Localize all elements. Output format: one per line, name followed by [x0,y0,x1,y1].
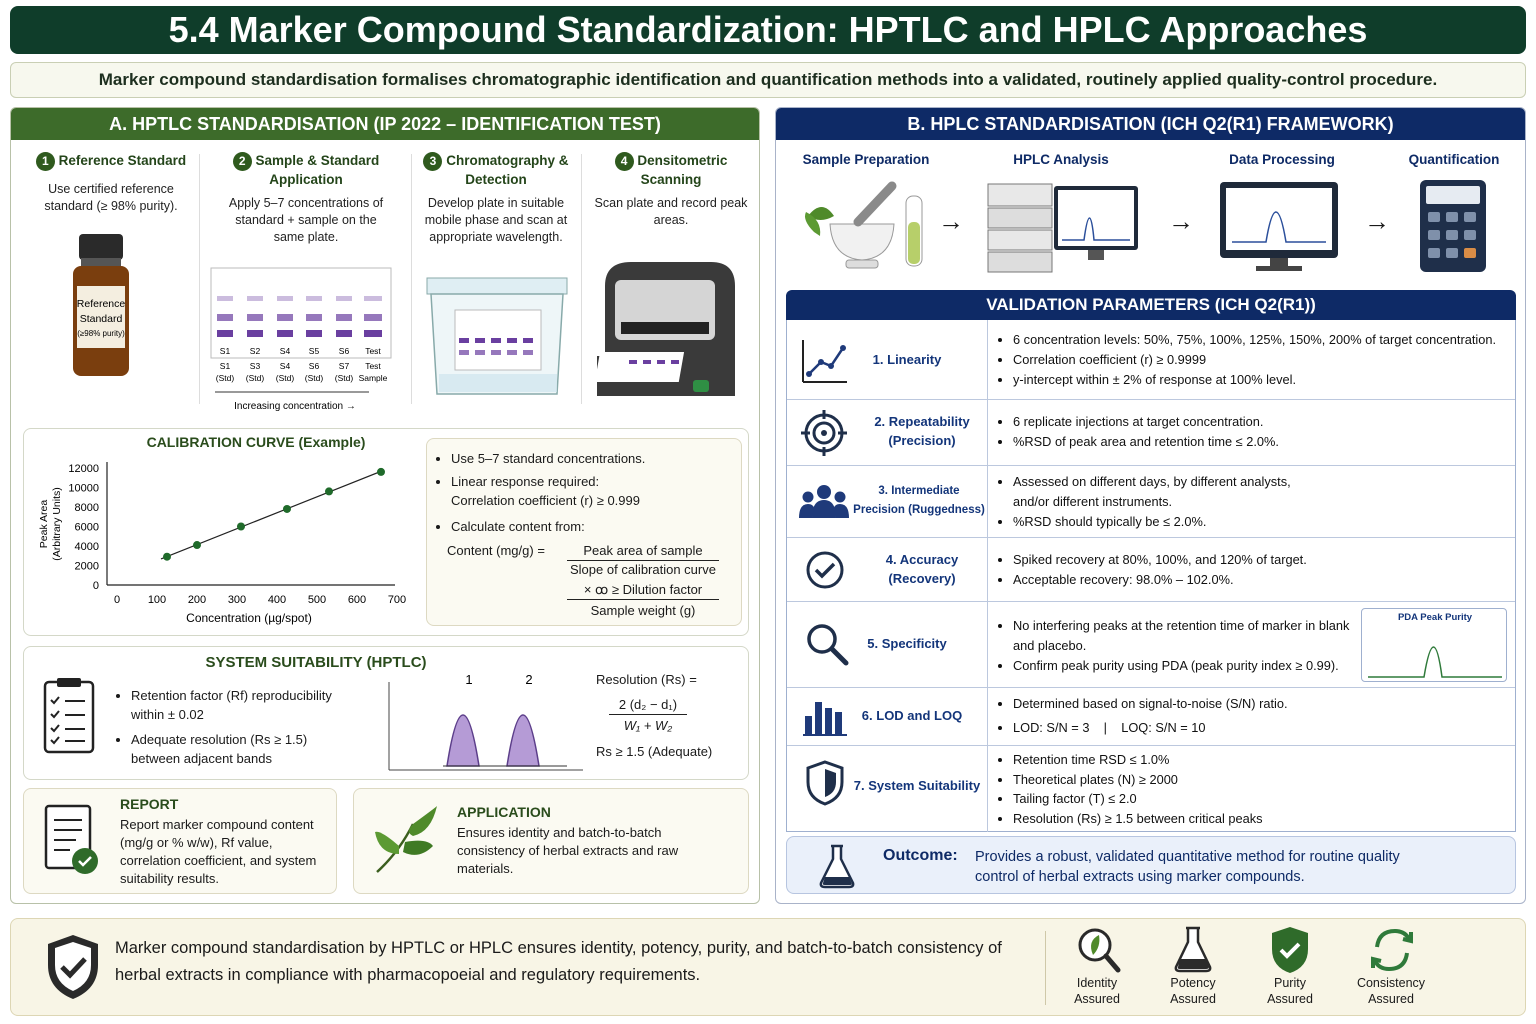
y-tick-label: 4000 [74,541,99,553]
plate-caption: Increasing concentration → [234,401,356,412]
resolution-numerator: 2 (d₂ − d₁) [609,695,687,715]
plate-lane-type: (Std) [304,373,324,383]
peak-label: 2 [525,672,533,687]
formula-lhs: Content (mg/g) = [447,543,545,558]
system-suitability-title: SYSTEM SUITABILITY (HPTLC) [205,654,427,671]
developing-tank-icon [423,270,573,402]
shield-check-icon [45,933,101,1001]
x-tick-label: 100 [147,594,167,606]
calibration-note: • Calculate content from: [451,517,737,536]
arrow-right-icon: → [1364,206,1390,236]
plate-lane-sample: S3 [249,361,261,371]
plate-lane-label: S4 [279,346,291,356]
badge-line: Identity [1076,976,1118,990]
y-tick-label: 8000 [74,502,99,514]
target-icon [801,410,847,456]
validation-row-specificity [787,602,1515,688]
validation-table [786,320,1516,832]
arrow-right-icon: → [938,206,964,236]
panel-hplc-header: B. HPLC STANDARDISATION (ICH Q2(R1) FRAMEWORK) [776,108,1525,140]
step-title: Chromatography & Detection [446,153,569,187]
plate-lane-label: S2 [249,346,261,356]
formula-denominator: Slope of calibration curve [570,562,716,577]
badge-line: Consistency [1356,976,1426,990]
report-document-check-icon [43,803,101,877]
suitability-bullet: • Adequate resolution (Rs ≥ 1.5) between adjacent bands [131,730,355,768]
validation-bullet: • y-intercept within ± 2% of response at 100% level. [1013,370,1509,390]
y-tick-label: 0 [92,580,99,592]
identity-magnifier-icon [1071,925,1123,975]
formula-denominator: × ꝏ ≥ Dilution factor [567,580,719,600]
mortar-pestle-icon [800,176,930,272]
calibration-note: Correlation coefficient (r) ≥ 0.999 [451,493,640,508]
validation-bullet: • Acceptable recovery: 98.0% – 102.0%. [1013,570,1509,590]
report-desc: Report marker compound content (mg/g or % w/w), Rf value, correlation coefficient, and system suitability results. [120,817,317,886]
calculator-icon [1418,178,1490,274]
validation-bullet: • Resolution (Rs) ≥ 1.5 between critical peaks [1013,809,1509,829]
calibration-point [377,468,385,476]
plate-lane-sample: S7 [338,361,350,371]
validation-row-accuracy [787,538,1515,602]
calibration-chart [29,452,419,632]
badge-potency [1151,975,1235,1007]
flask-icon [817,843,857,889]
plate-lane-type: (Std) [215,373,235,383]
validation-label: 5. Specificity [867,636,947,651]
vial-label-line: Reference [76,298,126,310]
resolution-denominator: W₁ + W₂ [623,718,673,733]
report-title: REPORT [120,796,179,812]
calibration-notes [426,438,742,626]
footer-summary [10,918,1526,1016]
shield-icon [805,760,845,806]
application-desc: Ensures identity and batch-to-batch consistency of herbal extracts and raw materials. [457,825,679,876]
page-title: 5.4 Marker Compound Standardization: HPTLC and HPLC Approaches [10,6,1526,54]
step-number: 4 [615,152,634,171]
x-tick-label: 700 [387,594,407,606]
calibration-note: • Use 5–7 standard concentrations. [451,449,737,468]
validation-bullet: • Correlation coefficient (r) ≥ 0.9999 [1013,350,1509,370]
step-desc: Develop plate in suitable mobile phase and scan at appropriate wavelength. [424,196,568,244]
validation-label: 7. System Suitability [853,778,981,793]
plate-lane-type: (Std) [275,373,295,383]
page-subtitle: Marker compound standardisation formalises chromatographic identification and quantification methods into a validated, routinely applied quality-control procedure. [10,62,1526,98]
arrow-right-icon: → [1168,206,1194,236]
badge-line: Assured [1170,992,1216,1006]
herb-leaves-icon [369,802,441,876]
panel-hptlc [10,107,760,904]
plate-lane-label: S5 [308,346,320,356]
plate-lane-type: Sample [358,373,388,383]
hplc-instrument-icon [984,178,1144,274]
clipboard-checklist-icon [41,676,97,756]
plate-lane-label: S1 [219,346,231,356]
validation-label: 3. Intermediate Precision (Ruggedness) [853,485,985,516]
calibration-xlabel: Concentration (µg/spot) [186,611,312,625]
y-tick-label: 12000 [68,463,99,475]
formula-denominator: Sample weight (g) [590,603,696,618]
step-title: Reference Standard [58,153,187,169]
check-circle-icon [805,550,845,590]
validation-bullet: • Theoretical plates (N) ≥ 2000 [1013,770,1509,790]
validation-row-system-suitability [787,746,1515,832]
consistency-cycle-icon [1369,925,1415,975]
validation-bullet: • Assessed on different days, by different analysts, and/or different instruments. [1013,472,1297,512]
outcome-box [786,836,1516,894]
validation-row-lod-loq [787,688,1515,746]
validation-bullet: • 6 replicate injections at target concentration. [1013,412,1509,432]
outcome-text: Provides a robust, validated quantitative method for routine quality control of herbal extracts using marker compounds. [975,849,1400,885]
calibration-ylabel: (Arbitrary Units) [51,487,63,561]
pda-peak-chart [1366,625,1504,681]
validation-bullet: • %RSD should typically be ≤ 2.0%. [1013,512,1297,532]
badge-identity [1055,975,1139,1007]
validation-label: 4. Accuracy (Recovery) [885,552,959,586]
purity-shield-icon [1269,925,1311,975]
badge-line: Assured [1368,992,1414,1006]
outcome-label: Outcome: [883,847,958,864]
peak-label: 1 [465,672,473,687]
plate-lane-type: (Std) [245,373,265,383]
validation-bullet: • No interfering peaks at the retention time of marker in blank and placebo. [1013,616,1357,656]
x-tick-label: 300 [227,594,247,606]
y-tick-label: 10000 [68,482,99,495]
x-tick-label: 500 [307,594,327,606]
validation-label: 6. LOD and LOQ [861,708,963,723]
panel-hplc [775,107,1526,904]
badge-purity [1248,975,1332,1007]
step-4 [591,152,751,229]
y-tick-label: 2000 [74,560,99,573]
tlc-plate-diagram [209,266,404,416]
step-number: 3 [423,152,442,171]
x-tick-label: 400 [267,594,287,606]
data-monitor-icon [1216,178,1342,274]
step-title: Sample & Standard Application [255,153,380,187]
validation-bullet: • 6 concentration levels: 50%, 75%, 100%, 125%, 150%, 200% of target concentration. [1013,330,1509,350]
pda-peak-purity-label: PDA Peak Purity [1397,612,1473,623]
vial-label-line: Standard [79,313,123,325]
people-group-icon [799,484,849,520]
calibration-point [193,541,201,549]
workflow-step-label: HPLC Analysis [1013,152,1109,167]
plate-lane-label: Test [365,346,381,356]
calibration-point [325,487,333,495]
validation-bullet: • LOD: S/N = 3 | LOQ: S/N = 10 [1013,718,1509,738]
footer-text: Marker compound standardisation by HPTLC or HPLC ensures identity, potency, purity, and batch-to-batch consistency of herbal extracts in compliance with pharmacopoeial and regulatory requirements. [115,939,1002,984]
plate-lane-sample: S4 [279,361,291,371]
x-tick-label: 200 [187,594,207,606]
reference-vial-icon [69,230,135,380]
validation-bullet: • Determined based on signal-to-noise (S/N) ratio. [1013,694,1509,714]
workflow-step-label: Data Processing [1229,152,1335,167]
workflow-step-label: Quantification [1408,152,1500,167]
calibration-point [283,505,291,513]
pda-peak-purity-inset [1361,608,1507,682]
badge-line: Potency [1170,976,1216,990]
validation-bullet: • Spiked recovery at 80%, 100%, and 120% of target. [1013,550,1509,570]
validation-label: 2. Repeatability (Precision) [874,414,970,448]
suitability-bullet: • Retention factor (Rf) reproducibility within ± 0.02 [131,686,355,724]
linearity-graph-icon [801,338,849,384]
step-title: Densitometric Scanning [637,153,728,187]
y-tick-label: 6000 [74,521,99,534]
panel-hptlc-header: A. HPTLC STANDARDISATION (IP 2022 – IDENTIFICATION TEST) [11,108,759,140]
vial-label-line: (≥98% purity) [77,329,125,338]
step-1 [31,152,191,215]
validation-header: VALIDATION PARAMETERS (ICH Q2(R1)) [786,290,1516,320]
step-number: 2 [233,152,252,171]
calibration-title: CALIBRATION CURVE (Example) [146,434,366,450]
validation-bullet: • %RSD of peak area and retention time ≤ 2.0%. [1013,432,1509,452]
resolution-criterion: Rs ≥ 1.5 (Adequate) [596,744,713,759]
resolution-title: Resolution (Rs) = [596,672,697,687]
badge-line: Assured [1267,992,1313,1006]
bar-chart-icon [803,698,847,736]
calibration-note: • Linear response required: [451,472,737,491]
validation-bullet: • Confirm peak purity using PDA (peak purity index ≥ 0.99). [1013,656,1357,676]
calibration-point [237,523,245,531]
validation-row-intermediate-precision [787,466,1515,538]
badge-line: Purity [1274,976,1306,990]
step-2 [206,152,406,246]
step-number: 1 [36,152,55,171]
validation-bullet: • Tailing factor (T) ≤ 2.0 [1013,789,1509,809]
plate-lane-type: (Std) [334,373,354,383]
plate-lane-sample: Test [365,361,381,371]
badge-line: Assured [1074,992,1120,1006]
plate-lane-sample: S1 [219,361,231,371]
peak-resolution-diagram [387,668,587,774]
x-tick-label: 600 [347,594,367,606]
formula-numerator: Peak area of sample [567,541,719,561]
potency-flask-icon [1171,925,1215,975]
badge-consistency [1345,975,1437,1007]
step-3 [416,152,576,246]
validation-label: 1. Linearity [872,352,942,367]
step-desc: Apply 5–7 concentrations of standard + sample on the same plate. [228,196,384,244]
step-desc: Scan plate and record peak areas. [594,196,748,227]
plate-lane-sample: S6 [308,361,320,371]
magnifier-icon [805,622,849,666]
densitometer-icon [591,256,741,406]
validation-row-repeatability [787,400,1515,466]
calibration-point [163,553,171,561]
validation-row-linearity [787,320,1515,400]
x-tick-label: 0 [113,594,121,606]
application-title: APPLICATION [457,804,551,820]
calibration-ylabel: Peak Area [38,499,50,549]
plate-lane-label: S6 [338,346,350,356]
step-desc: Use certified reference standard (≥ 98% purity). [44,182,178,213]
workflow-step-label: Sample Preparation [802,152,930,167]
validation-bullet: • Retention time RSD ≤ 1.0% [1013,750,1509,770]
